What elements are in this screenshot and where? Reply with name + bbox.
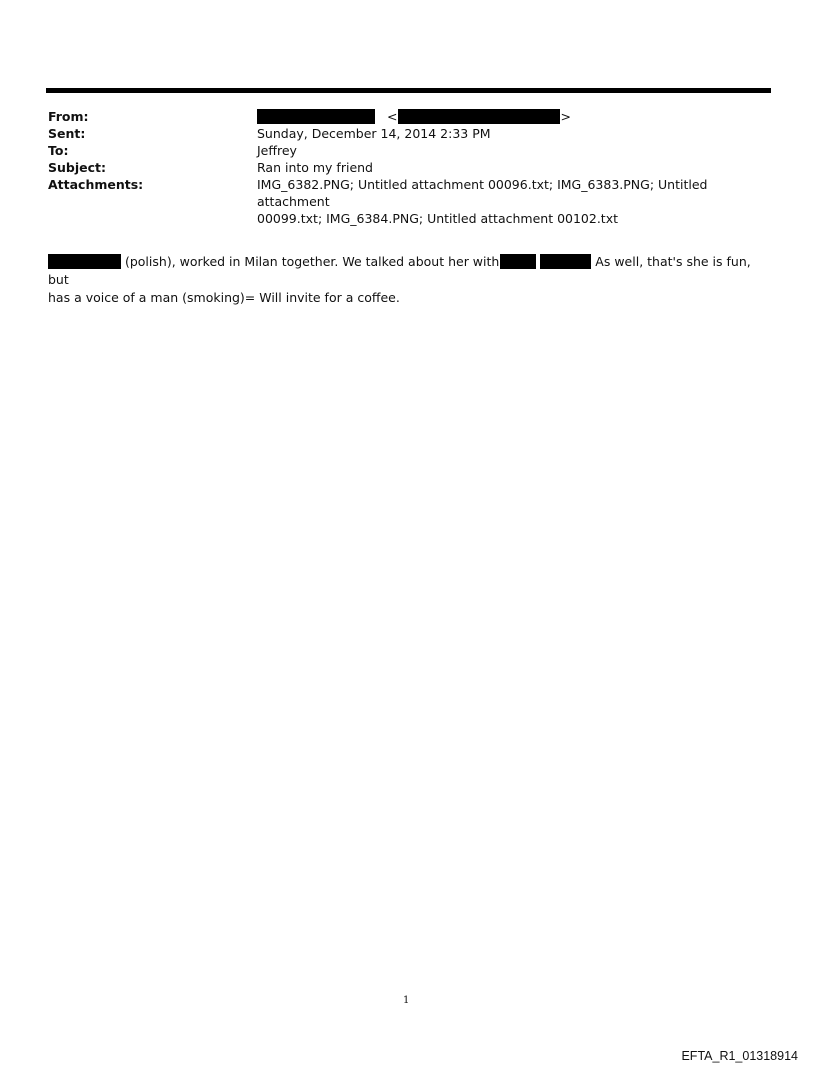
body-name-redaction — [48, 254, 121, 269]
attachments-line-1: IMG_6382.PNG; Untitled attachment 00096.txt; IMG_6383.PNG; Untitled attachment — [257, 177, 708, 209]
page-number: 1 — [403, 995, 410, 1006]
from-email-redaction — [398, 109, 560, 124]
sent-label: Sent: — [48, 126, 86, 141]
attachments-value — [257, 176, 767, 227]
to-label: To: — [48, 143, 69, 158]
from-close-bracket: > — [560, 109, 571, 124]
body-part-2: As well, that's she is fun, but — [48, 254, 751, 287]
document-id: EFTA_R1_01318914 — [681, 1049, 798, 1063]
subject-row — [48, 159, 768, 176]
body-line-2: has a voice of a man (smoking)= Will invite for a coffee. — [48, 290, 400, 305]
subject-label: Subject: — [48, 160, 106, 175]
from-value — [257, 108, 767, 125]
from-label: From: — [48, 109, 89, 124]
body-redaction-3 — [540, 254, 591, 269]
attachments-label: Attachments: — [48, 177, 144, 192]
sent-value: Sunday, December 14, 2014 2:33 PM — [257, 126, 491, 141]
from-name-redaction — [257, 109, 375, 124]
body-redaction-2 — [500, 254, 536, 269]
email-body — [48, 253, 764, 307]
from-row — [48, 108, 768, 125]
attachments-line-2: 00099.txt; IMG_6384.PNG; Untitled attachment 00102.txt — [257, 211, 619, 226]
subject-value: Ran into my friend — [257, 160, 373, 175]
to-value: Jeffrey — [257, 143, 297, 158]
email-headers — [48, 108, 768, 227]
body-line-1 — [48, 253, 764, 289]
to-row — [48, 142, 768, 159]
sent-row — [48, 125, 768, 142]
body-part-1: (polish), worked in Milan together. We talked about her with — [121, 254, 500, 269]
from-open-bracket: < — [386, 109, 398, 124]
header-rule — [46, 88, 771, 93]
attachments-row — [48, 176, 768, 227]
